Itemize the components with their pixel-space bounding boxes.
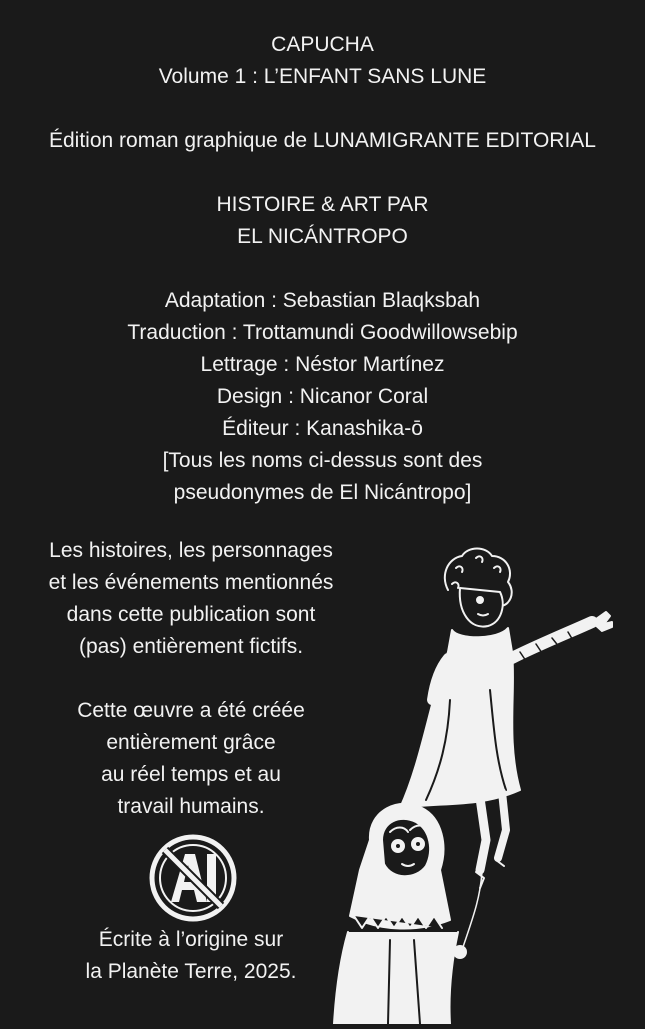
disclaimer-line4: (pas) entièrement fictifs. [78, 635, 304, 658]
pseudonym-note-line1: [Tous les noms ci-dessus sont des [162, 449, 483, 472]
characters-illustration [330, 540, 630, 1024]
spacer [0, 157, 645, 189]
edition-line: Édition roman graphique de LUNAMIGRANTE EDITORIAL [48, 129, 596, 152]
origin-line1: Écrite à l’origine sur [98, 928, 284, 951]
pseudonym-note-line2: pseudonymes de El Nicántropo] [173, 481, 472, 504]
disclaimer-column [12, 535, 370, 823]
disclaimer-line1: Les histoires, les personnages [49, 539, 333, 562]
human-made-line3: au réel temps et au [101, 763, 281, 786]
spacer [0, 93, 645, 125]
series-title: CAPUCHA [271, 33, 374, 56]
human-made-line1: Cette œuvre a été créée [77, 699, 305, 722]
credit-lettering: Lettrage : Néstor Martínez [200, 353, 445, 376]
credit-adaptation: Adaptation : Sebastian Blaqksbah [164, 289, 481, 312]
disclaimer-line3: dans cette publication sont [66, 603, 316, 626]
credit-translation: Traduction : Trottamundi Goodwillowsebip [127, 321, 518, 344]
no-ai-icon [147, 832, 239, 924]
credits-block [0, 285, 645, 509]
human-made-line4: travail humains. [117, 795, 265, 818]
disclaimer-line2: et les événements mentionnés [48, 571, 334, 594]
credit-editor: Éditeur : Kanashika-ō [222, 417, 423, 440]
credit-design: Design : Nicanor Coral [216, 385, 429, 408]
spacer [12, 663, 370, 695]
story-art-label: HISTOIRE & ART PAR [216, 193, 429, 216]
balloon-string [462, 872, 482, 950]
human-made-line2: entièrement grâce [106, 731, 276, 754]
author-name: EL NICÁNTROPO [237, 225, 408, 248]
volume-title: Volume 1 : L’ENFANT SANS LUNE [158, 65, 487, 88]
origin-line2: la Planète Terre, 2025. [85, 960, 297, 983]
origin-note [12, 924, 370, 988]
hooded-girl-figure [334, 804, 466, 1024]
title-block [0, 29, 645, 253]
